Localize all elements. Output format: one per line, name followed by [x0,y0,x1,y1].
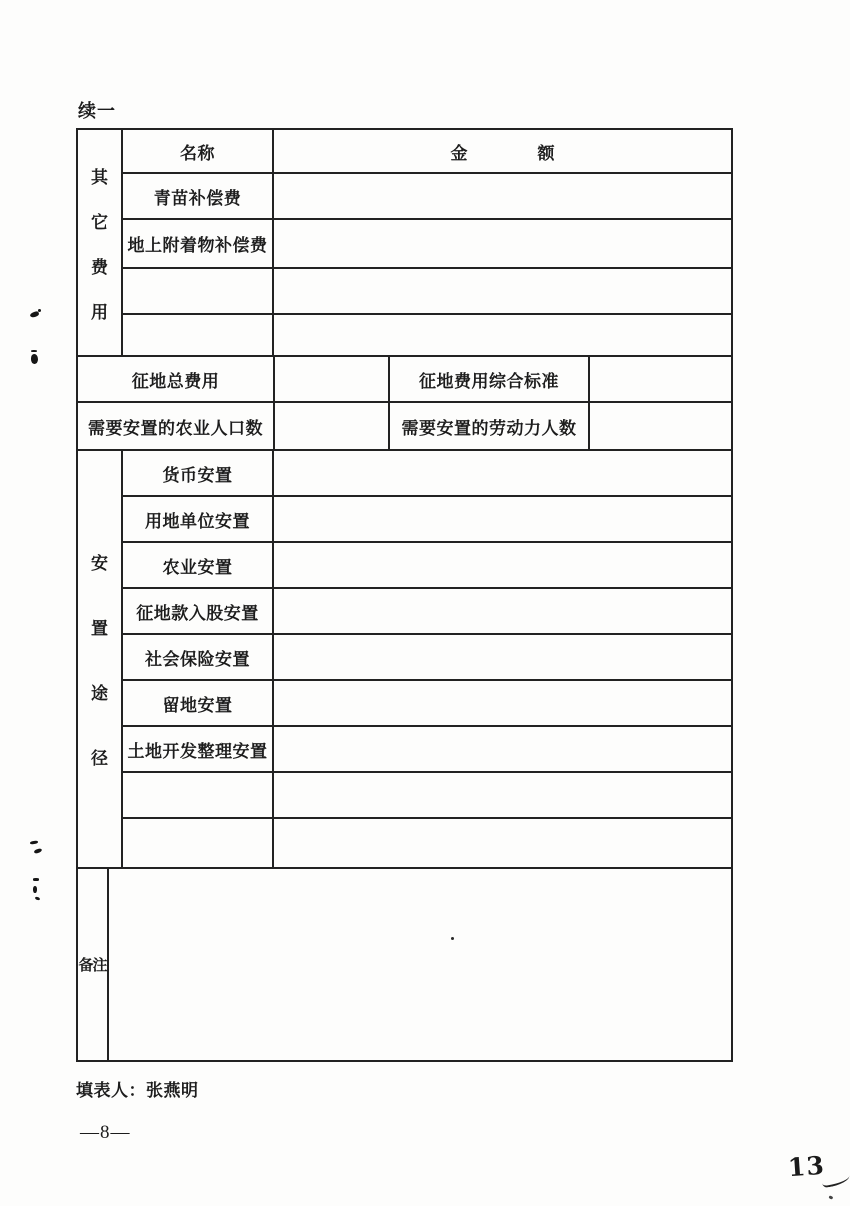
fee-standard-value-cell [590,357,731,401]
form-filler-name: 张燕明 [146,1081,199,1100]
scan-artifact [31,350,37,352]
remarks-label: 备注 [78,869,109,1060]
resettlement-value-cell [274,819,731,867]
resettlement-value-cell [274,681,731,725]
resettlement-value-cell [274,635,731,679]
fee-name-cell [123,269,274,313]
stub-char: 其 [91,167,108,187]
table-row [123,269,731,315]
summary-section [78,357,731,451]
table-row [123,589,731,635]
scan-artifact [33,878,39,881]
other-fees-stub [78,130,123,355]
table-row [123,819,731,867]
form-filler-label: 填表人： [76,1081,146,1100]
resettlement-value-cell [274,773,731,817]
other-fees-rows [123,130,731,355]
amount-column-header [274,130,731,172]
fee-amount-cell [274,269,731,313]
handwritten-number: 13 [787,1150,826,1183]
table-row [123,543,731,589]
scan-artifact [30,840,38,844]
fee-amount-cell [274,220,731,267]
table-row [123,635,731,681]
labor-count-value-cell [590,403,731,449]
resettlement-value-cell [274,589,731,633]
table-row [78,403,731,449]
resettlement-value-cell [274,497,731,541]
table-row [123,681,731,727]
fee-amount-cell [274,174,731,218]
name-column-header: 名称 [123,130,274,172]
agri-population-value-cell [275,403,390,449]
remarks-content-cell [109,869,731,1060]
labor-count-label: 需要安置的劳动力人数 [390,403,590,449]
handwritten-dot [829,1195,834,1199]
stub-char: 用 [91,302,108,322]
amount-header-char: 额 [537,143,555,163]
land-acquisition-form-table [76,128,733,1062]
stub-char: 途 [91,684,108,703]
remarks-section [78,869,731,1060]
resettlement-way-cell [123,773,274,817]
fee-name-cell: 青苗补偿费 [123,174,274,218]
scan-artifact [38,309,41,312]
table-header-row [123,130,731,174]
continuation-label: 续一 [78,101,116,121]
resettlement-value-cell [274,727,731,771]
scan-artifact [35,896,41,901]
resettlement-way-cell [123,819,274,867]
resettlement-way-cell: 留地安置 [123,681,274,725]
resettlement-way-cell: 社会保险安置 [123,635,274,679]
resettlement-section [78,451,731,869]
fee-name-cell [123,315,274,355]
table-row [123,220,731,269]
stub-char: 安 [91,554,108,573]
stub-char: 径 [91,749,108,768]
scan-artifact [34,848,43,854]
handwritten-swoosh-stroke [821,1175,850,1188]
page-number: —8— [80,1122,131,1143]
resettlement-way-cell: 征地款入股安置 [123,589,274,633]
resettlement-way-cell: 农业安置 [123,543,274,587]
scan-speck [451,937,454,940]
agri-population-label: 需要安置的农业人口数 [78,403,275,449]
scan-artifact [33,886,37,893]
resettlement-way-cell: 货币安置 [123,451,274,495]
resettlement-way-cell: 用地单位安置 [123,497,274,541]
stub-char: 它 [91,212,108,232]
resettlement-value-cell [274,451,731,495]
resettlement-way-cell: 土地开发整理安置 [123,727,274,771]
amount-header-char: 金 [450,143,468,163]
form-filler-line [76,1076,199,1101]
table-row [123,773,731,819]
resettlement-value-cell [274,543,731,587]
fee-amount-cell [274,315,731,355]
table-row [123,727,731,773]
resettlement-stub [78,451,123,867]
total-fee-label: 征地总费用 [78,357,275,401]
table-row [123,174,731,220]
other-fees-section [78,130,731,357]
stub-char: 费 [91,257,108,277]
stub-char: 置 [91,619,108,638]
table-row [123,451,731,497]
table-row [123,315,731,355]
fee-name-cell: 地上附着物补偿费 [123,220,274,267]
table-row [123,497,731,543]
total-fee-value-cell [275,357,390,401]
table-row [78,357,731,403]
scan-artifact [31,354,38,364]
resettlement-rows [123,451,731,867]
fee-standard-label: 征地费用综合标准 [390,357,590,401]
